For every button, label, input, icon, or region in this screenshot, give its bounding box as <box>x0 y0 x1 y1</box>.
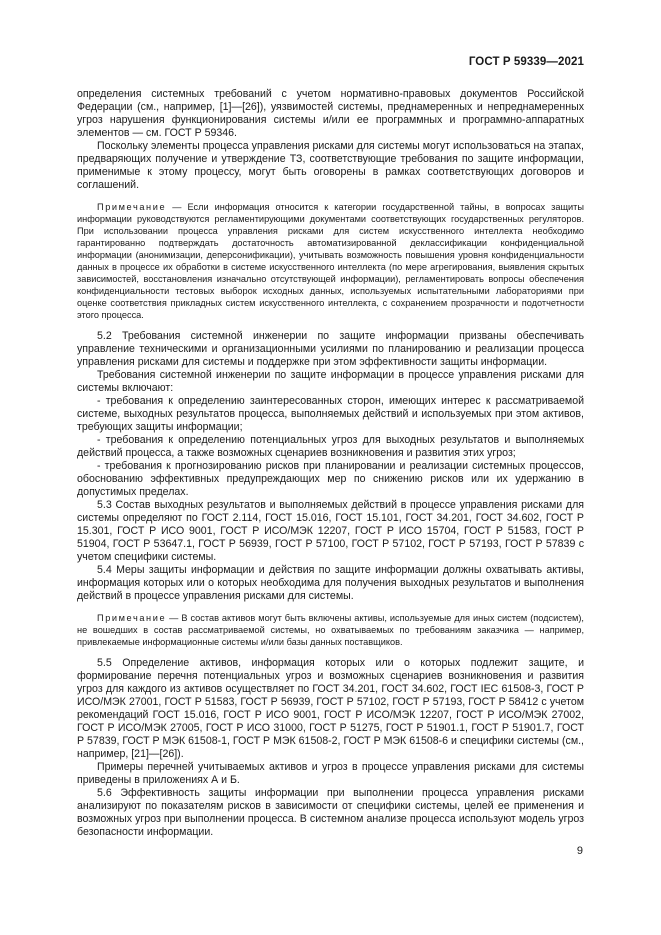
note-text: — В состав активов могут быть включены активы, используемые для иных систем (подсистем), не вошедших в состав рассматриваемой системы, но охватываемых по требованиям заказчика — например, привлекаемые информационные системы и/или базы данных поставщиков. <box>77 613 584 647</box>
paragraph-5-5: 5.5 Определение активов, информация которых или о которых подлежит защите, и формирование перечня потенциальных угроз и возможных сценариев возникновения и развития угроз для каждого из активов осуществляет по ГОСТ 34.201, ГОСТ 34.602, ГОСТ IEC 61508-3, ГОСТ Р ИСО/МЭК 27001, ГОСТ Р 51583, ГОСТ Р 56939, ГОСТ Р 57102, ГОСТ Р 57193, ГОСТ Р 58412 с учетом рекомендаций ГОСТ 15.016, ГОСТ Р ИСО 9001, ГОСТ Р ИСО/МЭК 12207, ГОСТ Р ИСО/МЭК 27002, ГОСТ Р ИСО/МЭК 27005, ГОСТ Р ИСО 31000, ГОСТ Р 51275, ГОСТ Р 51901.1, ГОСТ Р 51901.7, ГОСТ Р 57839, ГОСТ Р МЭК 61508-1, ГОСТ Р МЭК 61508-2, ГОСТ Р МЭК 61508-6 и специфики системы (см., например, [21]—[26]). <box>77 657 584 760</box>
list-item: - требования к определению заинтересованных сторон, имеющих интерес к рассматриваемой системе, выходных результатов процесса, выполняемых действий и используемых при этом активов, требующих защиты информации; <box>77 395 584 433</box>
list-item: - требования к прогнозированию рисков при планировании и реализации системных процессов, обоснованию эффективных предупреждающих мер по снижению рисков или их удержанию в допустимых пределах. <box>77 460 584 498</box>
paragraph: Требования системной инженерии по защите информации в процессе управления рисками для системы включают: <box>77 369 584 394</box>
paragraph-5-6: 5.6 Эффективность защиты информации при выполнении процесса управления рисками анализируют по показателям рисков в зависимости от специфики системы, целей ее применения и возможных угроз при выполнении процесса. В системном анализе процесса используют модель угроз безопасности информации. <box>77 787 584 838</box>
paragraph: Поскольку элементы процесса управления рисками для системы могут использоваться на этапах, предваряющих получение и утверждение ТЗ, соответствующие требования по защите информации, применимые к этому процессу, могут быть оговорены в рамках соответствующих договоров и соглашений. <box>77 140 584 191</box>
note <box>77 612 584 648</box>
paragraph-5-3: 5.3 Состав выходных результатов и выполняемых действий в процессе управления рисками для системы определяют по ГОСТ 2.114, ГОСТ 15.016, ГОСТ 15.101, ГОСТ 34.201, ГОСТ 34.602, ГОСТ Р 15.301, ГОСТ Р ИСО 9001, ГОСТ Р ИСО/МЭК 12207, ГОСТ Р ИСО 15704, ГОСТ Р 51583, ГОСТ Р 51904, ГОСТ Р 53647.1, ГОСТ Р 56939, ГОСТ Р 57100, ГОСТ Р 57102, ГОСТ Р 57193, ГОСТ Р 57839 с учетом специфики системы. <box>77 499 584 563</box>
list-item: - требования к определению потенциальных угроз для выходных результатов и выполняемых действий процесса, а также возможных сценариев возникновения и развития этих угроз; <box>77 434 584 459</box>
page-body <box>77 88 584 839</box>
paragraph-5-2: 5.2 Требования системной инженерии по защите информации призваны обеспечивать управление техническими и организационными усилиями по планированию и реализации процесса управления рисками для системы и поддержке при этом эффективности защиты информации. <box>77 330 584 368</box>
paragraph-continuation: определения системных требований с учетом нормативно-правовых документов Российской Федерации (см., например, [1]—[26]), уязвимостей системы, преднамеренных и непреднамеренных угроз нарушения функционирования системы и/или ее программных и программно-аппаратных элементов — см. ГОСТ Р 59346. <box>77 88 584 139</box>
note-label: Примечание <box>97 613 167 623</box>
standard-designation: ГОСТ Р 59339—2021 <box>468 56 584 68</box>
page-number: 9 <box>576 845 583 857</box>
paragraph-5-4: 5.4 Меры защиты информации и действия по защите информации должны охватывать активы, информация которых или о которых необходима для получения выходных результатов и выполнения действий в процессе управления рисками для системы. <box>77 564 584 602</box>
paragraph: Примеры перечней учитываемых активов и угроз в процессе управления рисками для системы приведены в приложениях А и Б. <box>77 761 584 786</box>
note <box>77 201 584 321</box>
note-text: — Если информация относится к категории государственной тайны, в вопросах защиты информации руководствуются регламентирующими документами соответствующих государственных регуляторов. При использовании процесса управления рисками для систем искусственного интеллекта необходимо гарантированно подтверждать достаточность автоматизированной деклассификации конфиденциальной информации (анонимизации, деперсонификации), учитывать возможность повышения уровня конфиденциальности данных в процессе их обработки в системе искусственного интеллекта (по мере агрегирования, выявления скрытых зависимостей, восстановления изначально отсутствующей информации), регламентировать вопросы обеспечения конфиденциальности тестовых выборок исходных данных, используемых испытательными лабораториями при оценке соответствия прикладных систем искусственного интеллекта, с сохранением прозрачности и подотчетности этого процесса. <box>77 202 584 320</box>
note-label: Примечание <box>97 202 167 212</box>
